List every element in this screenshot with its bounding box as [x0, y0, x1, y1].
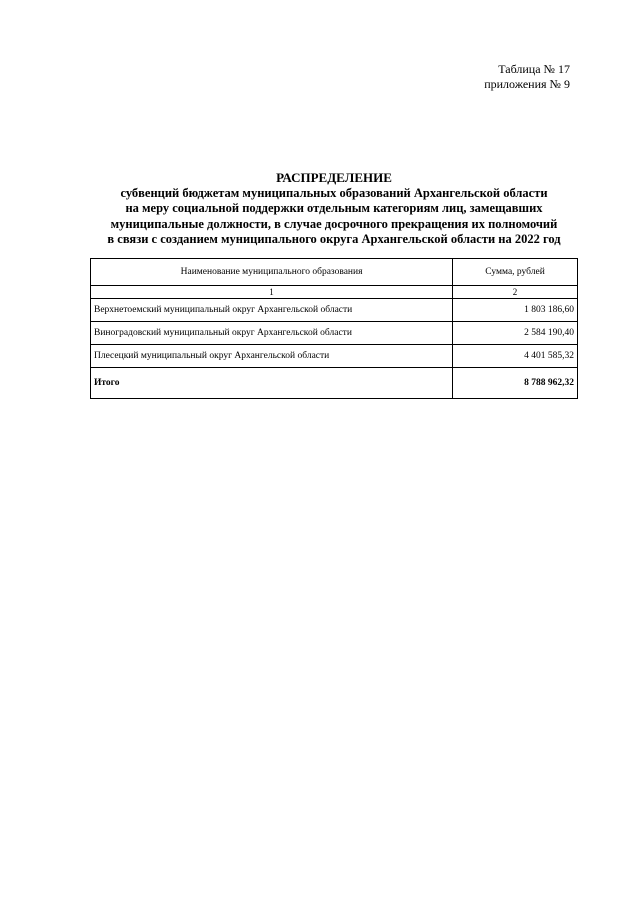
- table-row: [91, 322, 578, 345]
- column-number-1: 1: [91, 286, 453, 299]
- column-number-2: 2: [453, 286, 578, 299]
- amount-value: 4 401 585,32: [453, 345, 578, 368]
- municipality-name: Верхнетоемский муниципальный округ Архангельской области: [91, 299, 453, 322]
- heading-line-2: на меру социальной поддержки отдельным категориям лиц, замещавших: [125, 201, 543, 215]
- table-header-row: [91, 259, 578, 286]
- total-row: [91, 368, 578, 399]
- document-heading: [90, 170, 578, 248]
- heading-line-4: в связи с созданием муниципального округа Архангельской области на 2022 год: [107, 232, 561, 246]
- table-row: [91, 345, 578, 368]
- column-header-name: Наименование муниципального образования: [91, 259, 453, 286]
- table-row: [91, 299, 578, 322]
- total-amount: 8 788 962,32: [453, 368, 578, 399]
- column-number-row: [91, 286, 578, 299]
- table-number: Таблица № 17: [498, 62, 570, 76]
- distribution-table: [90, 258, 578, 399]
- amount-value: 2 584 190,40: [453, 322, 578, 345]
- column-header-amount: Сумма, рублей: [453, 259, 578, 286]
- total-label: Итого: [91, 368, 453, 399]
- municipality-name: Виноградовский муниципальный округ Архангельской области: [91, 322, 453, 345]
- appendix-number: приложения № 9: [484, 77, 570, 91]
- municipality-name: Плесецкий муниципальный округ Архангельской области: [91, 345, 453, 368]
- heading-line-3: муниципальные должности, в случае досрочного прекращения их полномочий: [110, 216, 558, 231]
- table-reference: [484, 62, 570, 92]
- document-title: РАСПРЕДЕЛЕНИЕ: [276, 170, 392, 185]
- amount-value: 1 803 186,60: [453, 299, 578, 322]
- heading-line-1: субвенций бюджетам муниципальных образований Архангельской области: [120, 185, 548, 200]
